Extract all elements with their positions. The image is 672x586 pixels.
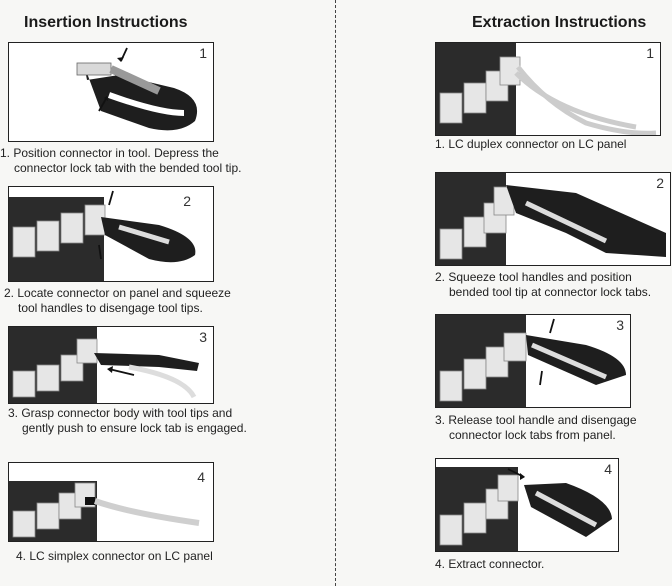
insertion-step-4-caption bbox=[16, 549, 213, 564]
extraction-step-2-image bbox=[435, 172, 671, 266]
extraction-step-2-caption bbox=[435, 270, 651, 299]
extraction-step-3-number: 3 bbox=[616, 317, 624, 333]
extraction-step-1-line1: 1. LC duplex connector on LC panel bbox=[435, 137, 627, 151]
extraction-step-2-line1: 2. Squeeze tool handles and position bbox=[435, 270, 632, 284]
insertion-step-1-image bbox=[8, 42, 214, 142]
column-divider bbox=[335, 0, 336, 586]
insertion-step-2-number: 2 bbox=[183, 193, 191, 209]
extraction-title: Extraction Instructions bbox=[472, 14, 647, 31]
extraction-step-1-caption bbox=[435, 137, 626, 152]
insertion-step-2-image bbox=[8, 186, 214, 282]
insertion-step-1-caption bbox=[0, 146, 241, 175]
insertion-title: Insertion Instructions bbox=[24, 14, 188, 31]
insertion-step-1-line1: 1. Position connector in tool. Depress the bbox=[0, 146, 219, 160]
extraction-step-1-number: 1 bbox=[646, 45, 654, 61]
extraction-step-3-line1: 3. Release tool handle and disengage bbox=[435, 413, 637, 427]
insertion-step-1-number: 1 bbox=[199, 45, 207, 61]
extraction-step-4-line1: 4. Extract connector. bbox=[435, 557, 545, 571]
insertion-step-3-caption bbox=[8, 406, 247, 435]
insertion-step-2-line2: tool handles to disengage tool tips. bbox=[18, 300, 203, 315]
insertion-step-1-line2: connector lock tab with the bended tool tip. bbox=[14, 160, 242, 175]
extraction-step-4-number: 4 bbox=[604, 461, 612, 477]
extraction-step-2-line2: bended tool tip at connector lock tabs. bbox=[449, 284, 652, 299]
insertion-step-3-line1: 3. Grasp connector body with tool tips and bbox=[8, 406, 233, 420]
insertion-step-2-line1: 2. Locate connector on panel and squeeze bbox=[4, 286, 231, 300]
extraction-step-2-number: 2 bbox=[656, 175, 664, 191]
extraction-step-3-caption bbox=[435, 413, 637, 442]
insertion-step-4-line1: 4. LC simplex connector on LC panel bbox=[16, 549, 213, 563]
insertion-step-3-number: 3 bbox=[199, 329, 207, 345]
extraction-step-1-image bbox=[435, 42, 661, 136]
extraction-step-3-image bbox=[435, 314, 631, 408]
extraction-step-4-image bbox=[435, 458, 619, 552]
insertion-step-4-image bbox=[8, 462, 214, 542]
insertion-step-3-image bbox=[8, 326, 214, 404]
extraction-step-3-line2: connector lock tabs from panel. bbox=[449, 427, 616, 442]
insertion-step-3-line2: gently push to ensure lock tab is engaged. bbox=[22, 420, 247, 435]
extraction-step-4-caption bbox=[435, 557, 544, 572]
insertion-step-2-caption bbox=[4, 286, 231, 315]
insertion-step-4-number: 4 bbox=[197, 469, 205, 485]
